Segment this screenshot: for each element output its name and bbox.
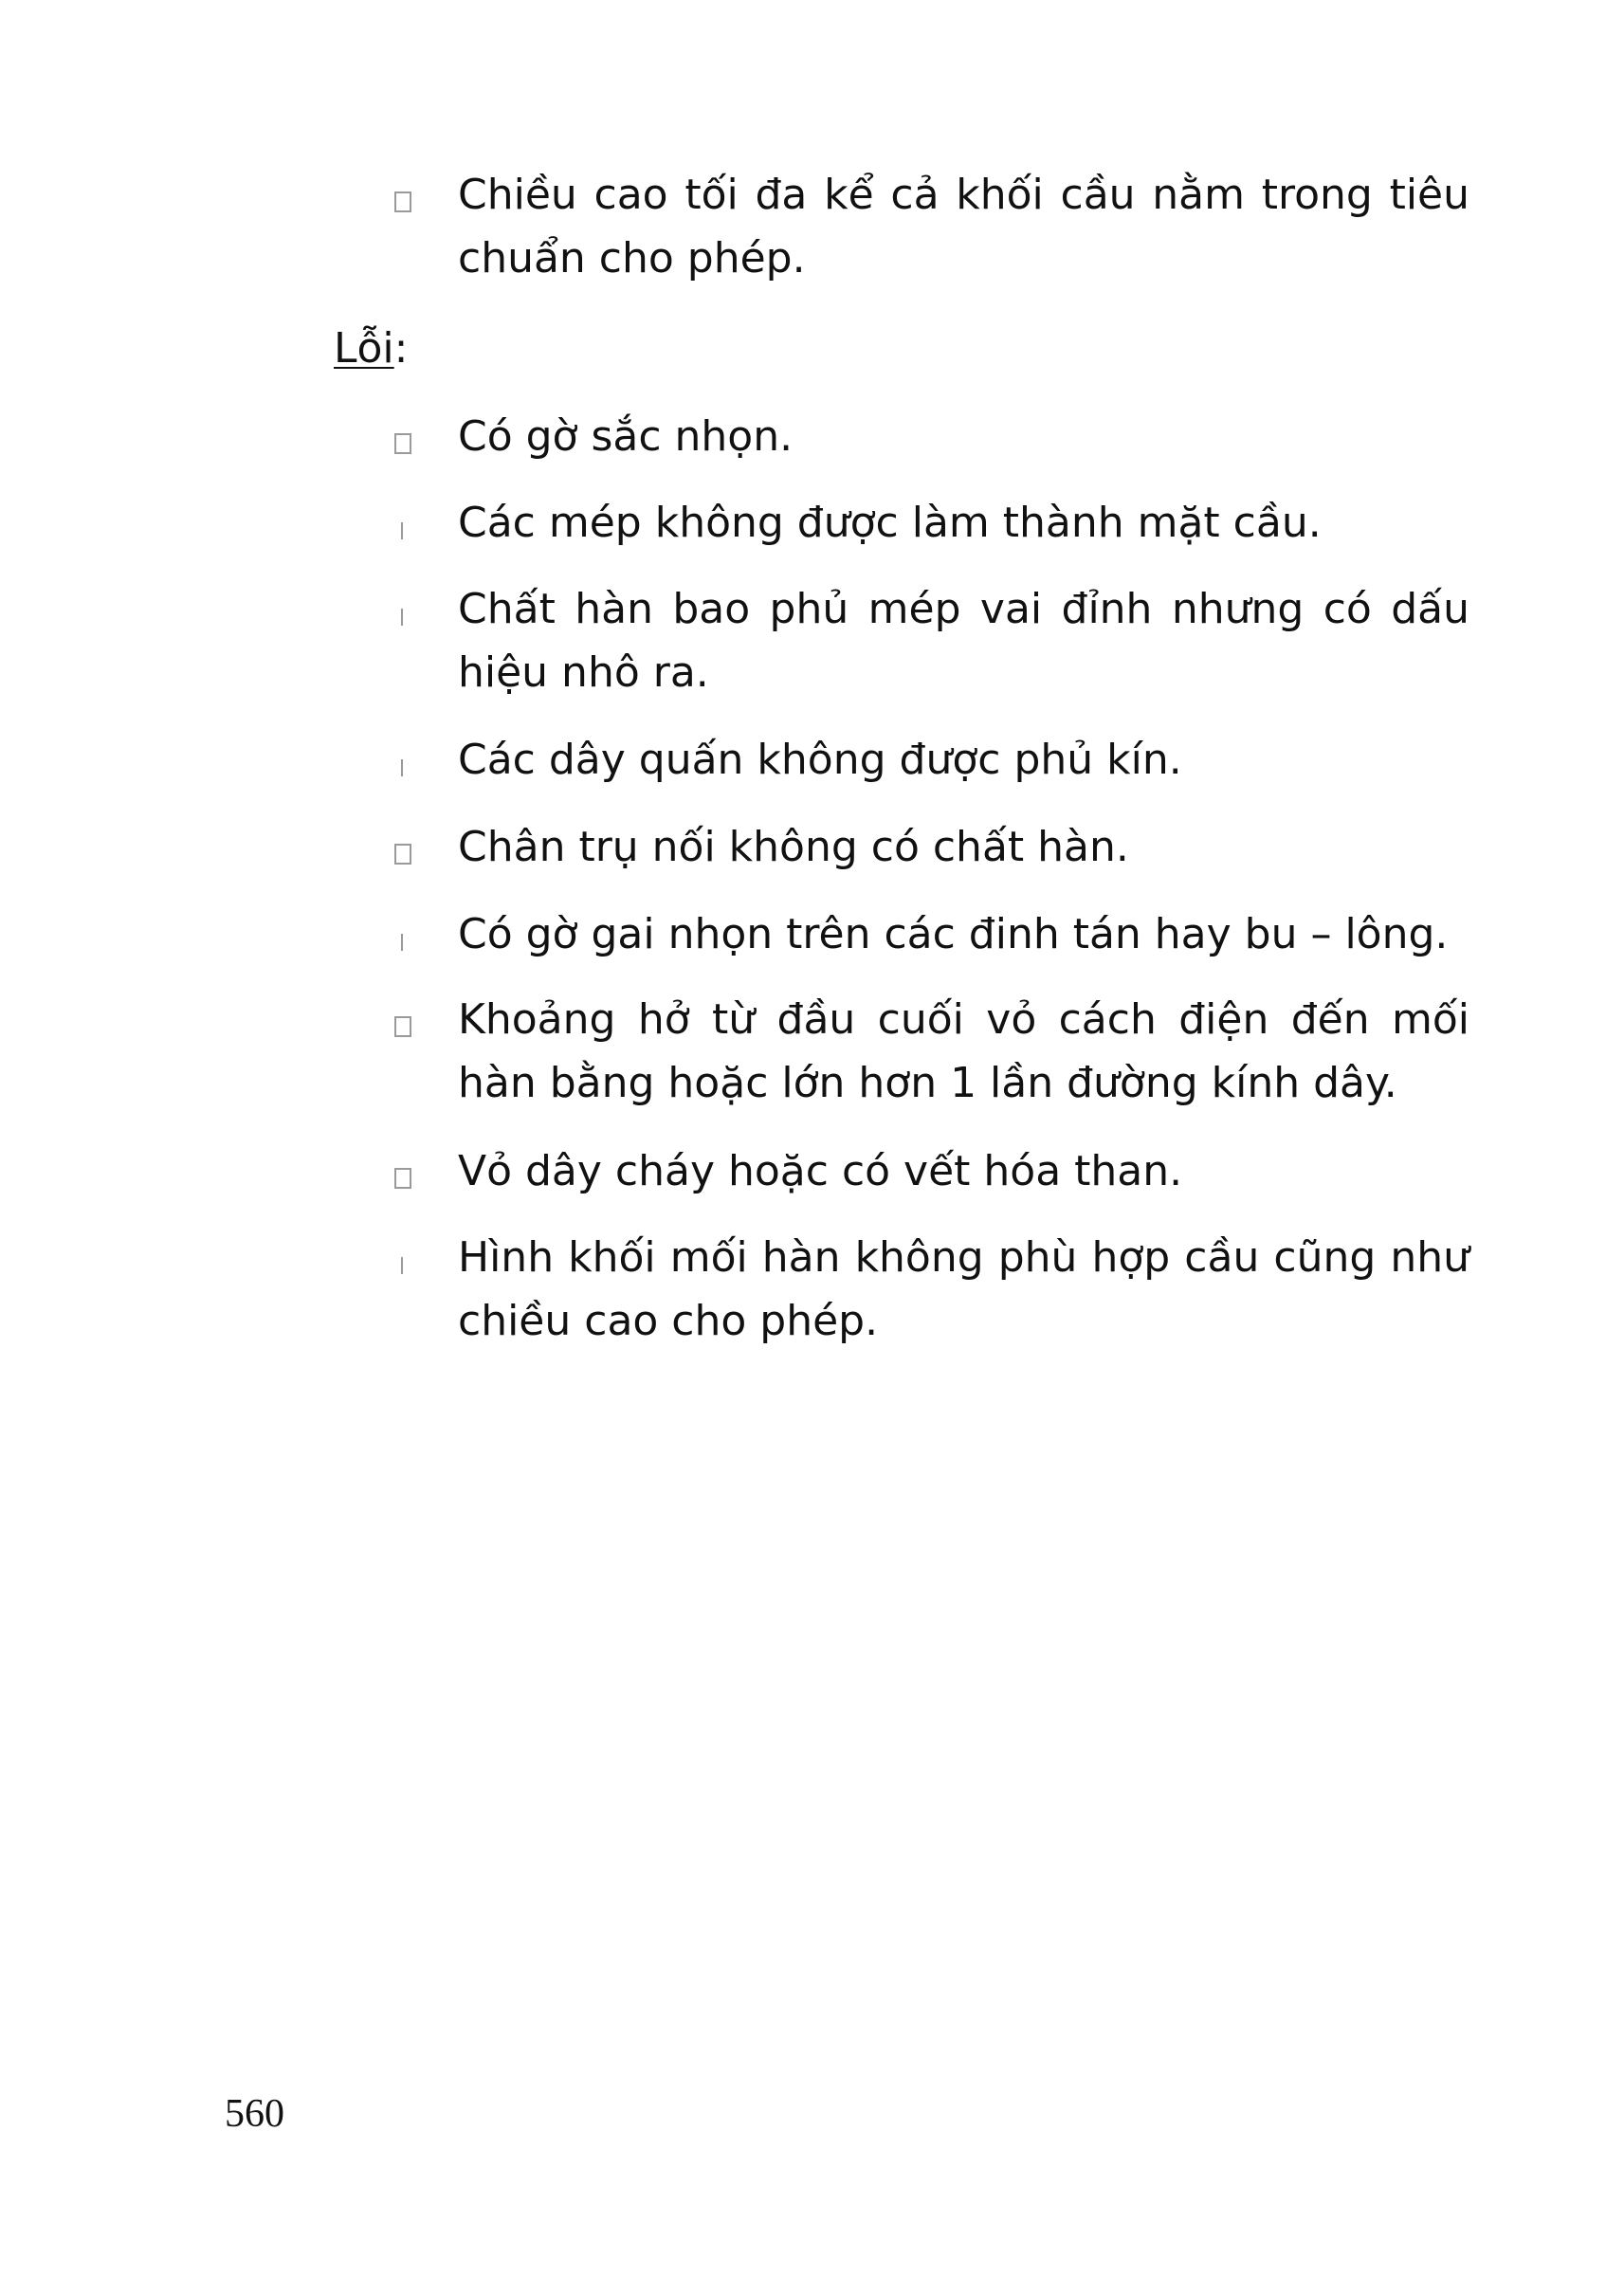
- list-item-text: Khoảng hở từ đầu cuối vỏ cách điện đến mối hàn bằng hoặc lớn hơn 1 lần đường kính dây.: [458, 995, 1469, 1107]
- bar-bullet-icon: [389, 902, 455, 967]
- box-bullet-icon: [389, 1139, 455, 1204]
- list-item-text: Vỏ dây cháy hoặc có vết hóa than.: [458, 1147, 1183, 1195]
- list-item-text: Các mép không được làm thành mặt cầu.: [458, 499, 1322, 547]
- box-bullet-icon: [389, 163, 455, 228]
- list-item: [389, 1226, 1469, 1353]
- box-bullet-icon: [389, 815, 455, 880]
- list-item-text: Có gờ gai nhọn trên các đinh tán hay bu – lông.: [458, 910, 1449, 958]
- list-item-text: Chiều cao tối đa kể cả khối cầu nằm trong tiêu chuẩn cho phép.: [458, 171, 1469, 282]
- list-item: [389, 988, 1469, 1115]
- list-item: [389, 405, 1469, 468]
- bar-bullet-icon: [389, 1226, 455, 1290]
- page-number: 560: [225, 2092, 284, 2136]
- list-item-text: Chân trụ nối không có chất hàn.: [458, 823, 1129, 871]
- list-item: [389, 577, 1469, 704]
- bar-bullet-icon: [389, 728, 455, 793]
- list-item-text: Có gờ sắc nhọn.: [458, 412, 794, 461]
- section-heading: [334, 320, 409, 377]
- bar-bullet-icon: [389, 577, 455, 642]
- box-bullet-icon: [389, 988, 455, 1052]
- list-item: [389, 1139, 1469, 1203]
- list-item: [389, 728, 1469, 792]
- list-item: [389, 163, 1469, 290]
- list-item-text: Hình khối mối hàn không phù hợp cầu cũng như chiều cao cho phép.: [458, 1233, 1469, 1345]
- list-item-text: Các dây quấn không được phủ kín.: [458, 736, 1182, 784]
- box-bullet-icon: [389, 405, 455, 469]
- list-item-text: Chất hàn bao phủ mép vai đỉnh nhưng có dấu hiệu nhô ra.: [458, 585, 1469, 697]
- list-item: [389, 491, 1469, 555]
- list-item: [389, 902, 1469, 966]
- section-heading-label: Lỗi: [334, 324, 394, 373]
- bar-bullet-icon: [389, 491, 455, 556]
- section-heading-colon: :: [393, 324, 409, 373]
- list-item: [389, 815, 1469, 879]
